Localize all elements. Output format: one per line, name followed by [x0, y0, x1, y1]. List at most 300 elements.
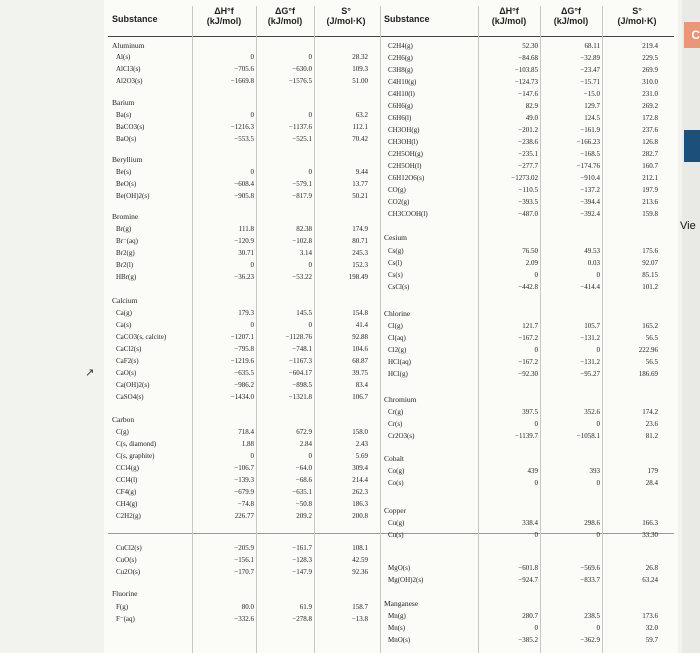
substance-name: CaSO4(s) [116, 393, 144, 401]
group-name: Copper [384, 506, 407, 515]
substance-name: Cr(g) [388, 408, 404, 416]
entropy-value: 2.43 [355, 440, 368, 448]
gibbs-value: −604.17 [288, 369, 312, 377]
substance-name: Br⁻(aq) [116, 237, 138, 245]
header-gibbs-right: ΔG°f (kJ/mol) [553, 6, 589, 26]
substance-name: Cs(s) [388, 271, 403, 279]
entropy-value: 214.4 [352, 476, 368, 484]
substance-name: C6H6(l) [388, 114, 412, 122]
gibbs-value: 145.5 [296, 309, 312, 317]
substance-name: BaO(s) [116, 135, 137, 143]
substance-name: C2H6(g) [388, 54, 413, 62]
gibbs-value: 0 [596, 531, 600, 539]
gibbs-value: −32.89 [580, 54, 600, 62]
gibbs-value: −53.22 [292, 273, 312, 281]
enthalpy-value: 0 [534, 479, 538, 487]
gibbs-value: 0 [308, 111, 312, 119]
enthalpy-value: −170.7 [234, 568, 254, 576]
header-enthalpy-left: ΔH°f (kJ/mol) [206, 6, 242, 26]
entropy-value: 231.0 [642, 90, 658, 98]
substance-name: Cs(g) [388, 247, 404, 255]
entropy-value: 56.5 [645, 358, 658, 366]
entropy-value: 198.49 [348, 273, 368, 281]
gibbs-value: 61.9 [299, 603, 312, 611]
gibbs-value: −278.8 [292, 615, 312, 623]
enthalpy-value: −1434.0 [230, 393, 254, 401]
entropy-value: 92.07 [642, 259, 658, 267]
enthalpy-value: −139.3 [234, 476, 254, 484]
gibbs-value: 0 [308, 53, 312, 61]
entropy-value: 160.7 [642, 162, 658, 170]
gibbs-value: −362.9 [580, 636, 600, 644]
entropy-value: 5.69 [355, 452, 368, 460]
entropy-value: 174.9 [352, 225, 368, 233]
gibbs-value: −1128.76 [285, 333, 312, 341]
enthalpy-value: −110.5 [518, 186, 538, 194]
enthalpy-value: −120.9 [234, 237, 254, 245]
substance-name: Br2(g) [116, 249, 135, 257]
enthalpy-value: 0 [250, 261, 254, 269]
entropy-value: 28.32 [352, 53, 368, 61]
header-entropy-left: S° (J/mol·K) [326, 6, 366, 26]
gibbs-value: 124.5 [584, 114, 600, 122]
entropy-value: 51.00 [352, 77, 368, 85]
substance-name: F(g) [116, 603, 129, 611]
enthalpy-value: 280.7 [522, 612, 538, 620]
substance-name: Cl(g) [388, 322, 403, 330]
entropy-value: 126.8 [642, 138, 658, 146]
substance-name: CaCl2(s) [116, 345, 142, 353]
entropy-value: 109.3 [352, 65, 368, 73]
enthalpy-value: −74.8 [237, 500, 254, 508]
entropy-value: 213.6 [642, 198, 658, 206]
entropy-value: 112.1 [352, 123, 368, 131]
gibbs-value: −392.4 [580, 210, 600, 218]
entropy-value: 42.59 [352, 556, 368, 564]
header-substance-left: Substance [112, 14, 158, 24]
group-name: Manganese [384, 599, 419, 608]
entropy-value: 309.4 [352, 464, 368, 472]
group-name: Fluorine [112, 589, 138, 598]
gibbs-value: −394.4 [580, 198, 600, 206]
substance-name: Cr2O3(s) [388, 432, 415, 440]
gibbs-value: −525.1 [292, 135, 312, 143]
substance-name: C4H10(l) [388, 90, 415, 98]
gibbs-value: −15.71 [580, 78, 600, 86]
gibbs-value: 105.7 [584, 322, 600, 330]
substance-name: Cu(g) [388, 519, 405, 527]
gibbs-value: −166.23 [576, 138, 600, 146]
enthalpy-value: 0 [534, 624, 538, 632]
gibbs-value: 68.11 [584, 42, 600, 50]
substance-name: Mn(s) [388, 624, 406, 632]
edge-thumbnail[interactable] [684, 130, 700, 162]
substance-name: C2H5OH(l) [388, 162, 422, 170]
group-name: Calcium [112, 296, 138, 305]
entropy-value: 172.8 [642, 114, 658, 122]
substance-name: CF4(g) [116, 488, 137, 496]
entropy-value: 104.6 [352, 345, 368, 353]
substance-name: CH3COOH(l) [388, 210, 428, 218]
entropy-value: 212.1 [642, 174, 658, 182]
gibbs-value: −68.6 [295, 476, 312, 484]
enthalpy-value: −156.1 [234, 556, 254, 564]
entropy-value: 26.8 [645, 564, 658, 572]
entropy-value: 63.24 [642, 576, 658, 584]
substance-name: Al(s) [116, 53, 131, 61]
entropy-value: 80.71 [352, 237, 368, 245]
substance-name: CO(g) [388, 186, 406, 194]
enthalpy-value: −205.9 [234, 544, 254, 552]
substance-name: Cl(aq) [388, 334, 406, 342]
enthalpy-value: −92.30 [518, 370, 538, 378]
entropy-value: −13.8 [351, 615, 368, 623]
substance-name: MnO(s) [388, 636, 411, 644]
enthalpy-value: 718.4 [238, 428, 254, 436]
substance-name: Cu2O(s) [116, 568, 141, 576]
gibbs-value: 0 [596, 479, 600, 487]
gibbs-value: 3.14 [299, 249, 312, 257]
entropy-value: 9.44 [355, 168, 368, 176]
substance-name: CuO(s) [116, 556, 137, 564]
substance-name: F⁻(aq) [116, 615, 135, 623]
substance-name: C(g) [116, 428, 129, 436]
gibbs-value: −910.4 [580, 174, 600, 182]
substance-name: Be(s) [116, 168, 132, 176]
entropy-value: 85.15 [642, 271, 658, 279]
enthalpy-value: 0 [250, 168, 254, 176]
header-enthalpy-right: ΔH°f (kJ/mol) [491, 6, 527, 26]
entropy-value: 310.0 [642, 78, 658, 86]
enthalpy-value: −487.0 [518, 210, 538, 218]
gibbs-value: −898.5 [292, 381, 312, 389]
group-name: Cesium [384, 233, 407, 242]
gibbs-value: −131.2 [580, 334, 600, 342]
enthalpy-value: −442.8 [518, 283, 538, 291]
entropy-value: 166.3 [642, 519, 658, 527]
entropy-value: 39.75 [352, 369, 368, 377]
group-name: Aluminum [112, 41, 145, 50]
enthalpy-value: −1207.1 [230, 333, 254, 341]
column-divider [380, 6, 381, 653]
substance-name: MgO(s) [388, 564, 411, 572]
gibbs-value: −1058.1 [576, 432, 600, 440]
gibbs-value: −161.7 [292, 544, 312, 552]
substance-name: CH4(g) [116, 500, 138, 508]
enthalpy-value: −1219.6 [230, 357, 254, 365]
gibbs-value: 672.9 [296, 428, 312, 436]
enthalpy-value: 52.30 [522, 42, 538, 50]
gibbs-value: 0.03 [587, 259, 600, 267]
enthalpy-value: −167.2 [518, 358, 538, 366]
gibbs-value: −128.3 [292, 556, 312, 564]
enthalpy-value: 0 [534, 531, 538, 539]
entropy-value: 173.6 [642, 612, 658, 620]
entropy-value: 197.9 [642, 186, 658, 194]
enthalpy-value: 80.0 [241, 603, 254, 611]
entropy-value: 154.8 [352, 309, 368, 317]
gibbs-value: −102.8 [292, 237, 312, 245]
substance-name: C(s, diamond) [116, 440, 157, 448]
gibbs-value: −50.8 [295, 500, 312, 508]
enthalpy-value: 226.77 [234, 512, 254, 520]
enthalpy-value: −106.7 [234, 464, 254, 472]
enthalpy-value: −84.68 [518, 54, 538, 62]
substance-name: CuCl2(s) [116, 544, 142, 552]
substance-name: BeO(s) [116, 180, 137, 188]
gibbs-value: −833.7 [580, 576, 600, 584]
gibbs-value: −23.47 [580, 66, 600, 74]
entropy-value: 83.4 [355, 381, 368, 389]
entropy-value: 152.3 [352, 261, 368, 269]
group-name: Beryllium [112, 155, 143, 164]
enthalpy-value: 397.5 [522, 408, 538, 416]
gibbs-value: 0 [596, 420, 600, 428]
substance-name: BaCO3(s) [116, 123, 145, 131]
gibbs-value: −131.2 [580, 358, 600, 366]
header-entropy-right: S° (J/mol·K) [617, 6, 657, 26]
gibbs-value: −64.0 [295, 464, 312, 472]
enthalpy-value: 82.9 [525, 102, 538, 110]
enthalpy-value: 338.4 [522, 519, 538, 527]
gibbs-value: −569.6 [580, 564, 600, 572]
enthalpy-value: −103.85 [514, 66, 538, 74]
enthalpy-value: 0 [250, 321, 254, 329]
entropy-value: 219.4 [642, 42, 658, 50]
substance-name: Br(g) [116, 225, 132, 233]
entropy-value: 159.8 [642, 210, 658, 218]
entropy-value: 92.36 [352, 568, 368, 576]
substance-name: Cl2(g) [388, 346, 407, 354]
enthalpy-value: −238.6 [518, 138, 538, 146]
entropy-value: 63.2 [355, 111, 368, 119]
gibbs-value: 298.6 [584, 519, 600, 527]
substance-name: Ca(OH)2(s) [116, 381, 150, 389]
enthalpy-value: −147.6 [518, 90, 538, 98]
enthalpy-value: −601.8 [518, 564, 538, 572]
enthalpy-value: 0 [250, 452, 254, 460]
enthalpy-value: −167.2 [518, 334, 538, 342]
gibbs-value: 0 [308, 261, 312, 269]
enthalpy-value: −679.9 [234, 488, 254, 496]
entropy-value: 13.77 [352, 180, 368, 188]
entropy-value: 56.5 [645, 334, 658, 342]
gibbs-value: −414.4 [580, 283, 600, 291]
gibbs-value: 238.5 [584, 612, 600, 620]
enthalpy-value: −905.8 [234, 192, 254, 200]
enthalpy-value: −1669.8 [230, 77, 254, 85]
substance-name: Co(s) [388, 479, 404, 487]
data-table-sheet [104, 0, 678, 653]
substance-name: Cs(l) [388, 259, 402, 267]
entropy-value: 41.4 [355, 321, 368, 329]
substance-name: CaF2(s) [116, 357, 139, 365]
entropy-value: 70.42 [352, 135, 368, 143]
gibbs-value: −817.9 [292, 192, 312, 200]
substance-name: Mg(OH)2(s) [388, 576, 424, 584]
entropy-value: 106.7 [352, 393, 368, 401]
enthalpy-value: −1216.3 [230, 123, 254, 131]
gibbs-value: −579.1 [292, 180, 312, 188]
edge-card[interactable]: C [684, 22, 700, 48]
substance-name: HCl(g) [388, 370, 408, 378]
gibbs-value: 0 [596, 346, 600, 354]
entropy-value: 68.87 [352, 357, 368, 365]
view-label[interactable]: Vie [680, 220, 696, 232]
gibbs-value: 0 [596, 624, 600, 632]
gibbs-value: 0 [308, 452, 312, 460]
enthalpy-value: 30.71 [238, 249, 254, 257]
substance-name: CCl4(g) [116, 464, 139, 472]
enthalpy-value: −332.6 [234, 615, 254, 623]
substance-name: CsCl(s) [388, 283, 410, 291]
gibbs-value: 0 [308, 168, 312, 176]
substance-name: HBr(g) [116, 273, 137, 281]
entropy-value: 186.3 [352, 500, 368, 508]
gibbs-value: −161.9 [580, 126, 600, 134]
enthalpy-value: −235.1 [518, 150, 538, 158]
mouse-cursor-icon: ↗ [85, 366, 95, 379]
gibbs-value: 0 [596, 271, 600, 279]
enthalpy-value: −201.2 [518, 126, 538, 134]
entropy-value: 229.5 [642, 54, 658, 62]
gibbs-value: 393 [589, 467, 600, 475]
enthalpy-value: −36.23 [234, 273, 254, 281]
group-name: Chromium [384, 395, 417, 404]
gibbs-value: 209.2 [296, 512, 312, 520]
substance-name: C2H2(g) [116, 512, 141, 520]
adjacent-window-edge [682, 0, 700, 653]
enthalpy-value: 111.8 [238, 225, 254, 233]
enthalpy-value: −385.2 [518, 636, 538, 644]
entropy-value: 158.7 [352, 603, 368, 611]
gibbs-value: −168.5 [580, 150, 600, 158]
substance-name: CaCO3(s, calcite) [116, 333, 167, 341]
enthalpy-value: 0 [250, 53, 254, 61]
gibbs-value: −1321.8 [288, 393, 312, 401]
substance-name: Co(g) [388, 467, 405, 475]
substance-name: Cu(s) [388, 531, 404, 539]
entropy-value: 28.4 [645, 479, 658, 487]
substance-name: Br2(l) [116, 261, 134, 269]
substance-name: C6H12O6(s) [388, 174, 425, 182]
entropy-value: 33.30 [642, 531, 658, 539]
enthalpy-value: 0 [250, 111, 254, 119]
enthalpy-value: 0 [534, 420, 538, 428]
entropy-value: 222.96 [638, 346, 658, 354]
enthalpy-value: −553.5 [234, 135, 254, 143]
gibbs-value: −635.1 [292, 488, 312, 496]
entropy-value: 101.2 [642, 283, 658, 291]
entropy-value: 269.9 [642, 66, 658, 74]
substance-name: Mn(g) [388, 612, 406, 620]
group-name: Chlorine [384, 309, 411, 318]
gibbs-value: −630.0 [292, 65, 312, 73]
entropy-value: 92.88 [352, 333, 368, 341]
entropy-value: 269.2 [642, 102, 658, 110]
entropy-value: 165.2 [642, 322, 658, 330]
header-gibbs-left: ΔG°f (kJ/mol) [267, 6, 303, 26]
entropy-value: 59.7 [645, 636, 658, 644]
substance-name: C3H8(g) [388, 66, 413, 74]
substance-name: C2H4(g) [388, 42, 413, 50]
gibbs-value: −95.27 [580, 370, 600, 378]
gibbs-value: 49.53 [584, 247, 600, 255]
group-name: Barium [112, 98, 135, 107]
group-name: Bromine [112, 212, 139, 221]
entropy-value: 174.2 [642, 408, 658, 416]
enthalpy-value: −277.7 [518, 162, 538, 170]
enthalpy-value: −1273.02 [511, 174, 538, 182]
substance-name: Ca(g) [116, 309, 132, 317]
substance-name: CH3OH(g) [388, 126, 420, 134]
substance-name: Ca(s) [116, 321, 132, 329]
gibbs-value: −748.1 [292, 345, 312, 353]
enthalpy-value: 49.0 [525, 114, 538, 122]
gibbs-value: 352.6 [584, 408, 600, 416]
enthalpy-value: 1.88 [241, 440, 254, 448]
entropy-value: 108.1 [352, 544, 368, 552]
enthalpy-value: −924.7 [518, 576, 538, 584]
substance-name: Be(OH)2(s) [116, 192, 150, 200]
entropy-value: 237.6 [642, 126, 658, 134]
entropy-value: 186.69 [638, 370, 658, 378]
enthalpy-value: 2.09 [525, 259, 538, 267]
entropy-value: 245.3 [352, 249, 368, 257]
enthalpy-value: −795.8 [234, 345, 254, 353]
enthalpy-value: −124.73 [514, 78, 538, 86]
gibbs-value: −1167.3 [289, 357, 312, 365]
substance-name: Cr(s) [388, 420, 403, 428]
substance-name: C6H6(g) [388, 102, 413, 110]
entropy-value: 32.0 [645, 624, 658, 632]
gibbs-value: 0 [308, 321, 312, 329]
enthalpy-value: 0 [534, 271, 538, 279]
gibbs-value: −174.76 [576, 162, 600, 170]
enthalpy-value: 0 [534, 346, 538, 354]
substance-name: CaO(s) [116, 369, 137, 377]
gibbs-value: −147.9 [292, 568, 312, 576]
enthalpy-value: −1139.7 [515, 432, 538, 440]
substance-name: CH3OH(l) [388, 138, 418, 146]
entropy-value: 262.3 [352, 488, 368, 496]
enthalpy-value: 179.3 [238, 309, 254, 317]
enthalpy-value: −393.5 [518, 198, 538, 206]
substance-name: HCl(aq) [388, 358, 411, 366]
entropy-value: 200.8 [352, 512, 368, 520]
entropy-value: 158.0 [352, 428, 368, 436]
substance-name: C4H10(g) [388, 78, 417, 86]
group-name: Cobalt [384, 454, 404, 463]
enthalpy-value: 121.7 [522, 322, 538, 330]
gibbs-value: −15.0 [583, 90, 600, 98]
entropy-value: 282.7 [642, 150, 658, 158]
gibbs-value: −1576.5 [288, 77, 312, 85]
entropy-value: 81.2 [645, 432, 658, 440]
entropy-value: 175.6 [642, 247, 658, 255]
substance-name: CO2(g) [388, 198, 410, 206]
enthalpy-value: −705.6 [234, 65, 254, 73]
substance-name: C(s, graphite) [116, 452, 155, 460]
gibbs-value: −1137.6 [289, 123, 312, 131]
entropy-value: 23.6 [645, 420, 658, 428]
header-substance-right: Substance [384, 14, 430, 24]
entropy-value: 50.21 [352, 192, 368, 200]
gibbs-value: 82.38 [296, 225, 312, 233]
enthalpy-value: −635.5 [234, 369, 254, 377]
gibbs-value: 2.84 [299, 440, 312, 448]
gibbs-value: −137.2 [580, 186, 600, 194]
